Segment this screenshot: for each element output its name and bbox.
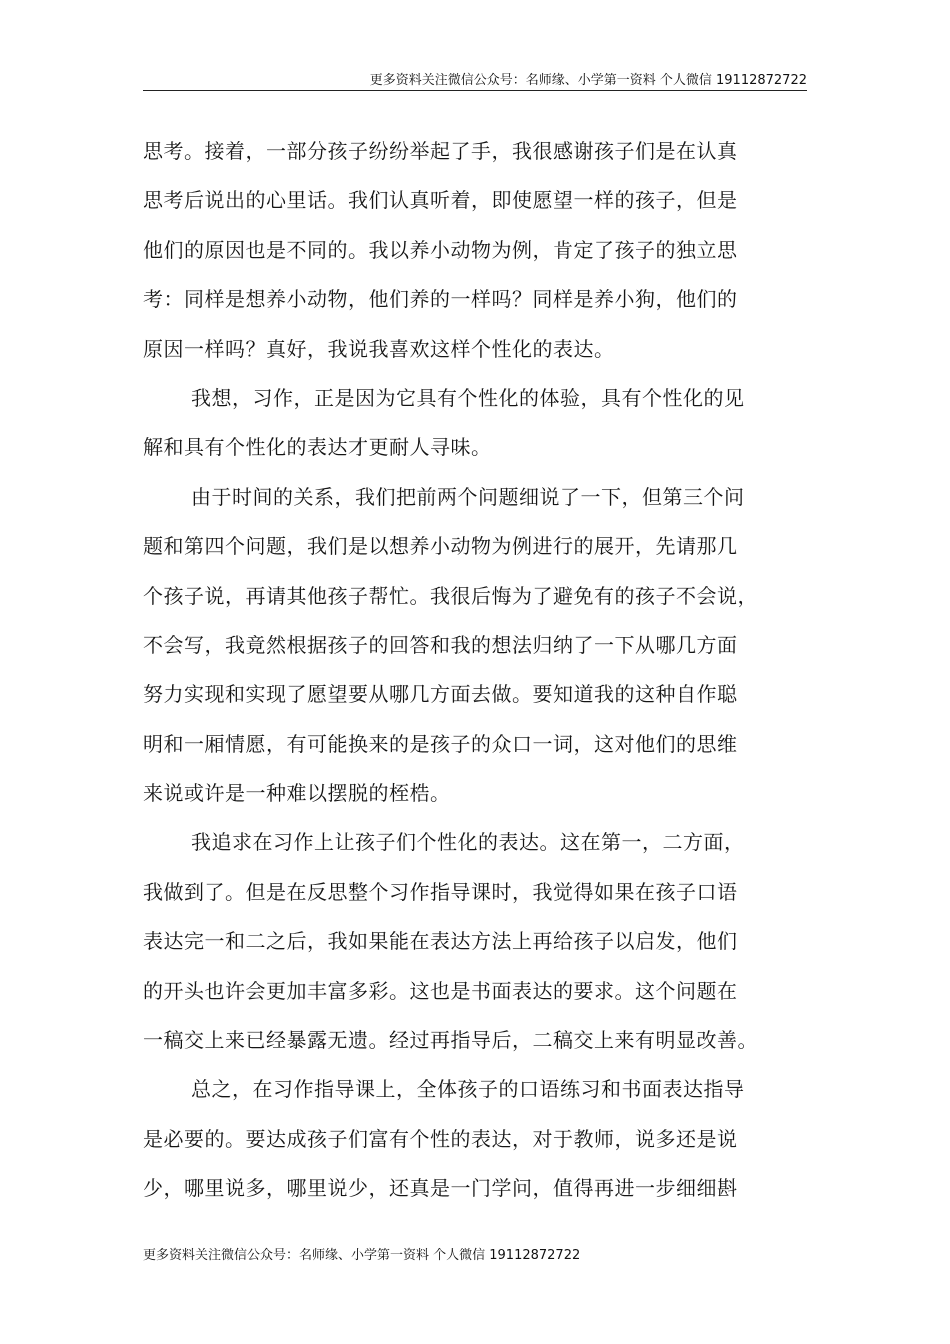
- text-line: 题和第四个问题，我们是以想养小动物为例进行的展开，先请那几: [143, 534, 738, 559]
- footer-promo-text: 更多资料关注微信公众号：名师缘、小学第一资料 个人微信 19112872722: [143, 1248, 581, 1263]
- text-line: 来说或许是一种难以摆脱的桎梏。: [143, 781, 451, 806]
- text-line: 表达完一和二之后，我如果能在表达方法上再给孩子以启发，他们: [143, 929, 738, 954]
- paragraph-first-line: 我想，习作，正是因为它具有个性化的体验，具有个性化的见: [191, 385, 745, 410]
- text-line: 少，哪里说多，哪里说少，还真是一门学问，值得再进一步细细斟: [143, 1176, 738, 1201]
- text-line: 努力实现和实现了愿望要从哪几方面去做。要知道我的这种自作聪: [143, 682, 738, 707]
- header-promo-text: 更多资料关注微信公众号：名师缘、小学第一资料 个人微信 19112872722: [369, 73, 807, 88]
- text-line: 原因一样吗？真好，我说我喜欢这样个性化的表达。: [143, 336, 615, 361]
- text-line: 一稿交上来已经暴露无遗。经过再指导后，二稿交上来有明显改善。: [143, 1028, 758, 1053]
- document-body: [143, 131, 811, 1218]
- text-line: 解和具有个性化的表达才更耐人寻味。: [143, 435, 492, 460]
- text-line: 个孩子说，再请其他孩子帮忙。我很后悔为了避免有的孩子不会说，: [143, 583, 758, 608]
- text-line: 不会写，我竟然根据孩子的回答和我的想法归纳了一下从哪几方面: [143, 632, 738, 657]
- text-line: 我做到了。但是在反思整个习作指导课时，我觉得如果在孩子口语: [143, 879, 738, 904]
- paragraph-first-line: 总之，在习作指导课上，全体孩子的口语练习和书面表达指导: [191, 1077, 745, 1102]
- text-line: 明和一厢情愿，有可能换来的是孩子的众口一词，这对他们的思维: [143, 731, 738, 756]
- page-footer: [143, 1244, 580, 1263]
- text-line: 他们的原因也是不同的。我以养小动物为例，肯定了孩子的独立思: [143, 237, 738, 262]
- page-header: [143, 66, 807, 91]
- paragraph-first-line: 由于时间的关系，我们把前两个问题细说了一下，但第三个问: [191, 484, 745, 509]
- text-line: 思考。接着，一部分孩子纷纷举起了手，我很感谢孩子们是在认真: [143, 139, 738, 163]
- paragraph-first-line: 我追求在习作上让孩子们个性化的表达。这在第一，二方面，: [191, 830, 745, 855]
- text-line: 的开头也许会更加丰富多彩。这也是书面表达的要求。这个问题在: [143, 978, 738, 1003]
- text-line: 考：同样是想养小动物，他们养的一样吗？同样是养小狗，他们的: [143, 287, 738, 312]
- text-line: 思考后说出的心里话。我们认真听着，即使愿望一样的孩子，但是: [143, 188, 738, 213]
- text-line: 是必要的。要达成孩子们富有个性的表达，对于教师，说多还是说: [143, 1126, 738, 1151]
